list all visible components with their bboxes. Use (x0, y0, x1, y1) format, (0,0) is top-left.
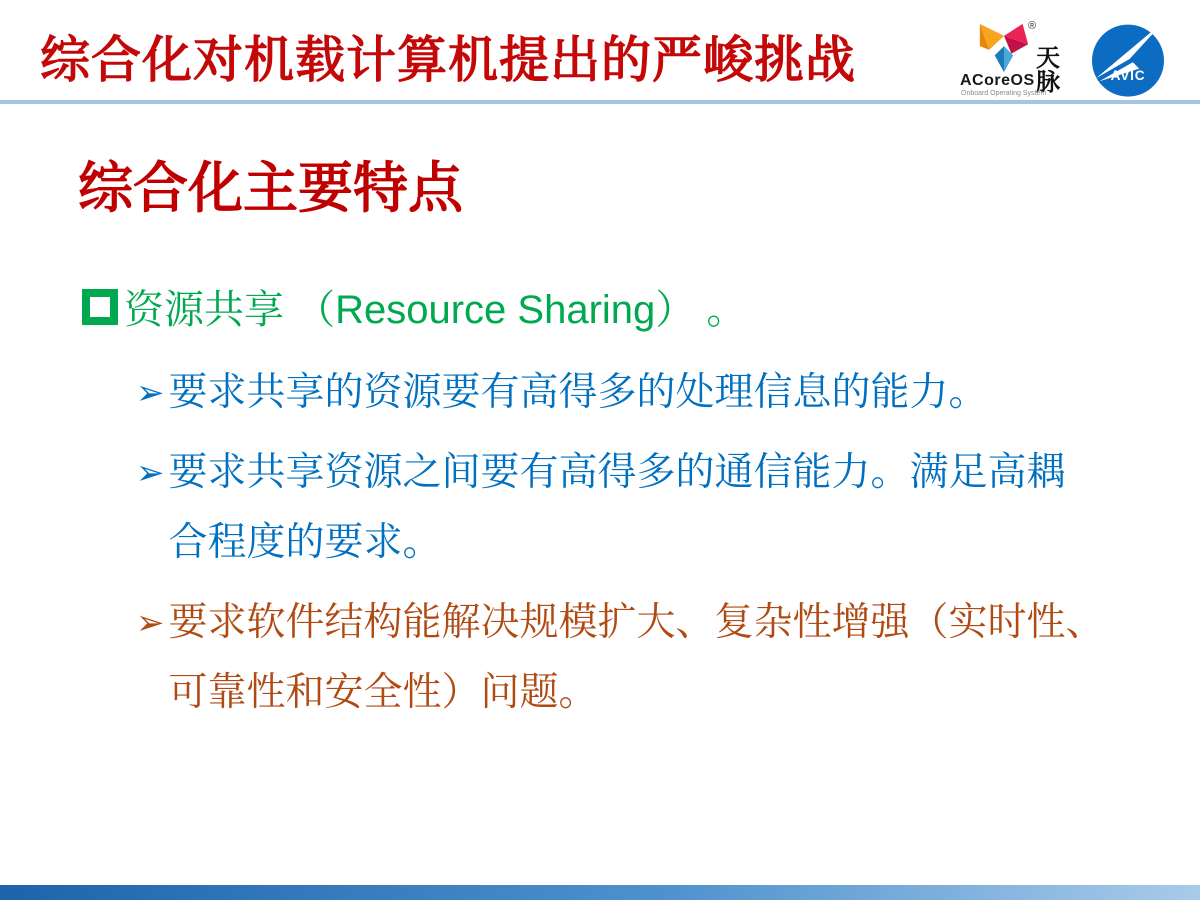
acoreos-wordmark: ACoreOS (960, 72, 1035, 89)
sub-bullet-processing-capability (136, 358, 988, 428)
avic-logo (1088, 19, 1168, 99)
square-bullet-icon (82, 289, 118, 325)
arrow-bullet-icon: ➢ (136, 454, 165, 492)
sub-bullet-software-structure (136, 588, 1105, 728)
bullet-resource-sharing (82, 278, 746, 335)
avic-label: AVIC (1110, 67, 1146, 83)
sub-bullet-line: 要求软件结构能解决规模扩大、复杂性增强（实时性、 (168, 601, 1105, 644)
tianmai-char-top: 天 (1036, 43, 1060, 72)
acoreos-triangles-icon (976, 22, 1032, 79)
sub-bullet-communication-capability (136, 438, 1066, 578)
sub-bullet-line: 要求共享资源之间要有高得多的通信能力。满足高耦 (168, 451, 1066, 494)
sub-bullet-line: 合程度的要求。 (168, 521, 442, 564)
bullet-text: 资源共享 （Resource Sharing） 。 (124, 288, 747, 332)
acoreos-tagline: Onboard Operating System (961, 90, 1047, 97)
tianmai-calligraphy (1034, 43, 1062, 96)
arrow-bullet-icon: ➢ (136, 604, 165, 642)
section-title: 综合化主要特点 (78, 157, 464, 219)
avic-circle-icon (1092, 25, 1164, 97)
slide-title: 综合化对机载计算机提出的严峻挑战 (40, 32, 856, 88)
footer-accent-bar (0, 885, 1200, 900)
sub-bullet-line: 可靠性和安全性）问题。 (168, 671, 598, 714)
arrow-bullet-icon: ➢ (136, 374, 165, 412)
tianmai-char-bottom: 脉 (1036, 67, 1060, 96)
acoreos-logo (958, 16, 1070, 100)
sub-bullet-line: 要求共享的资源要有高得多的处理信息的能力。 (168, 371, 988, 414)
registered-trademark: ® (1028, 20, 1037, 32)
header-divider (0, 100, 1200, 104)
